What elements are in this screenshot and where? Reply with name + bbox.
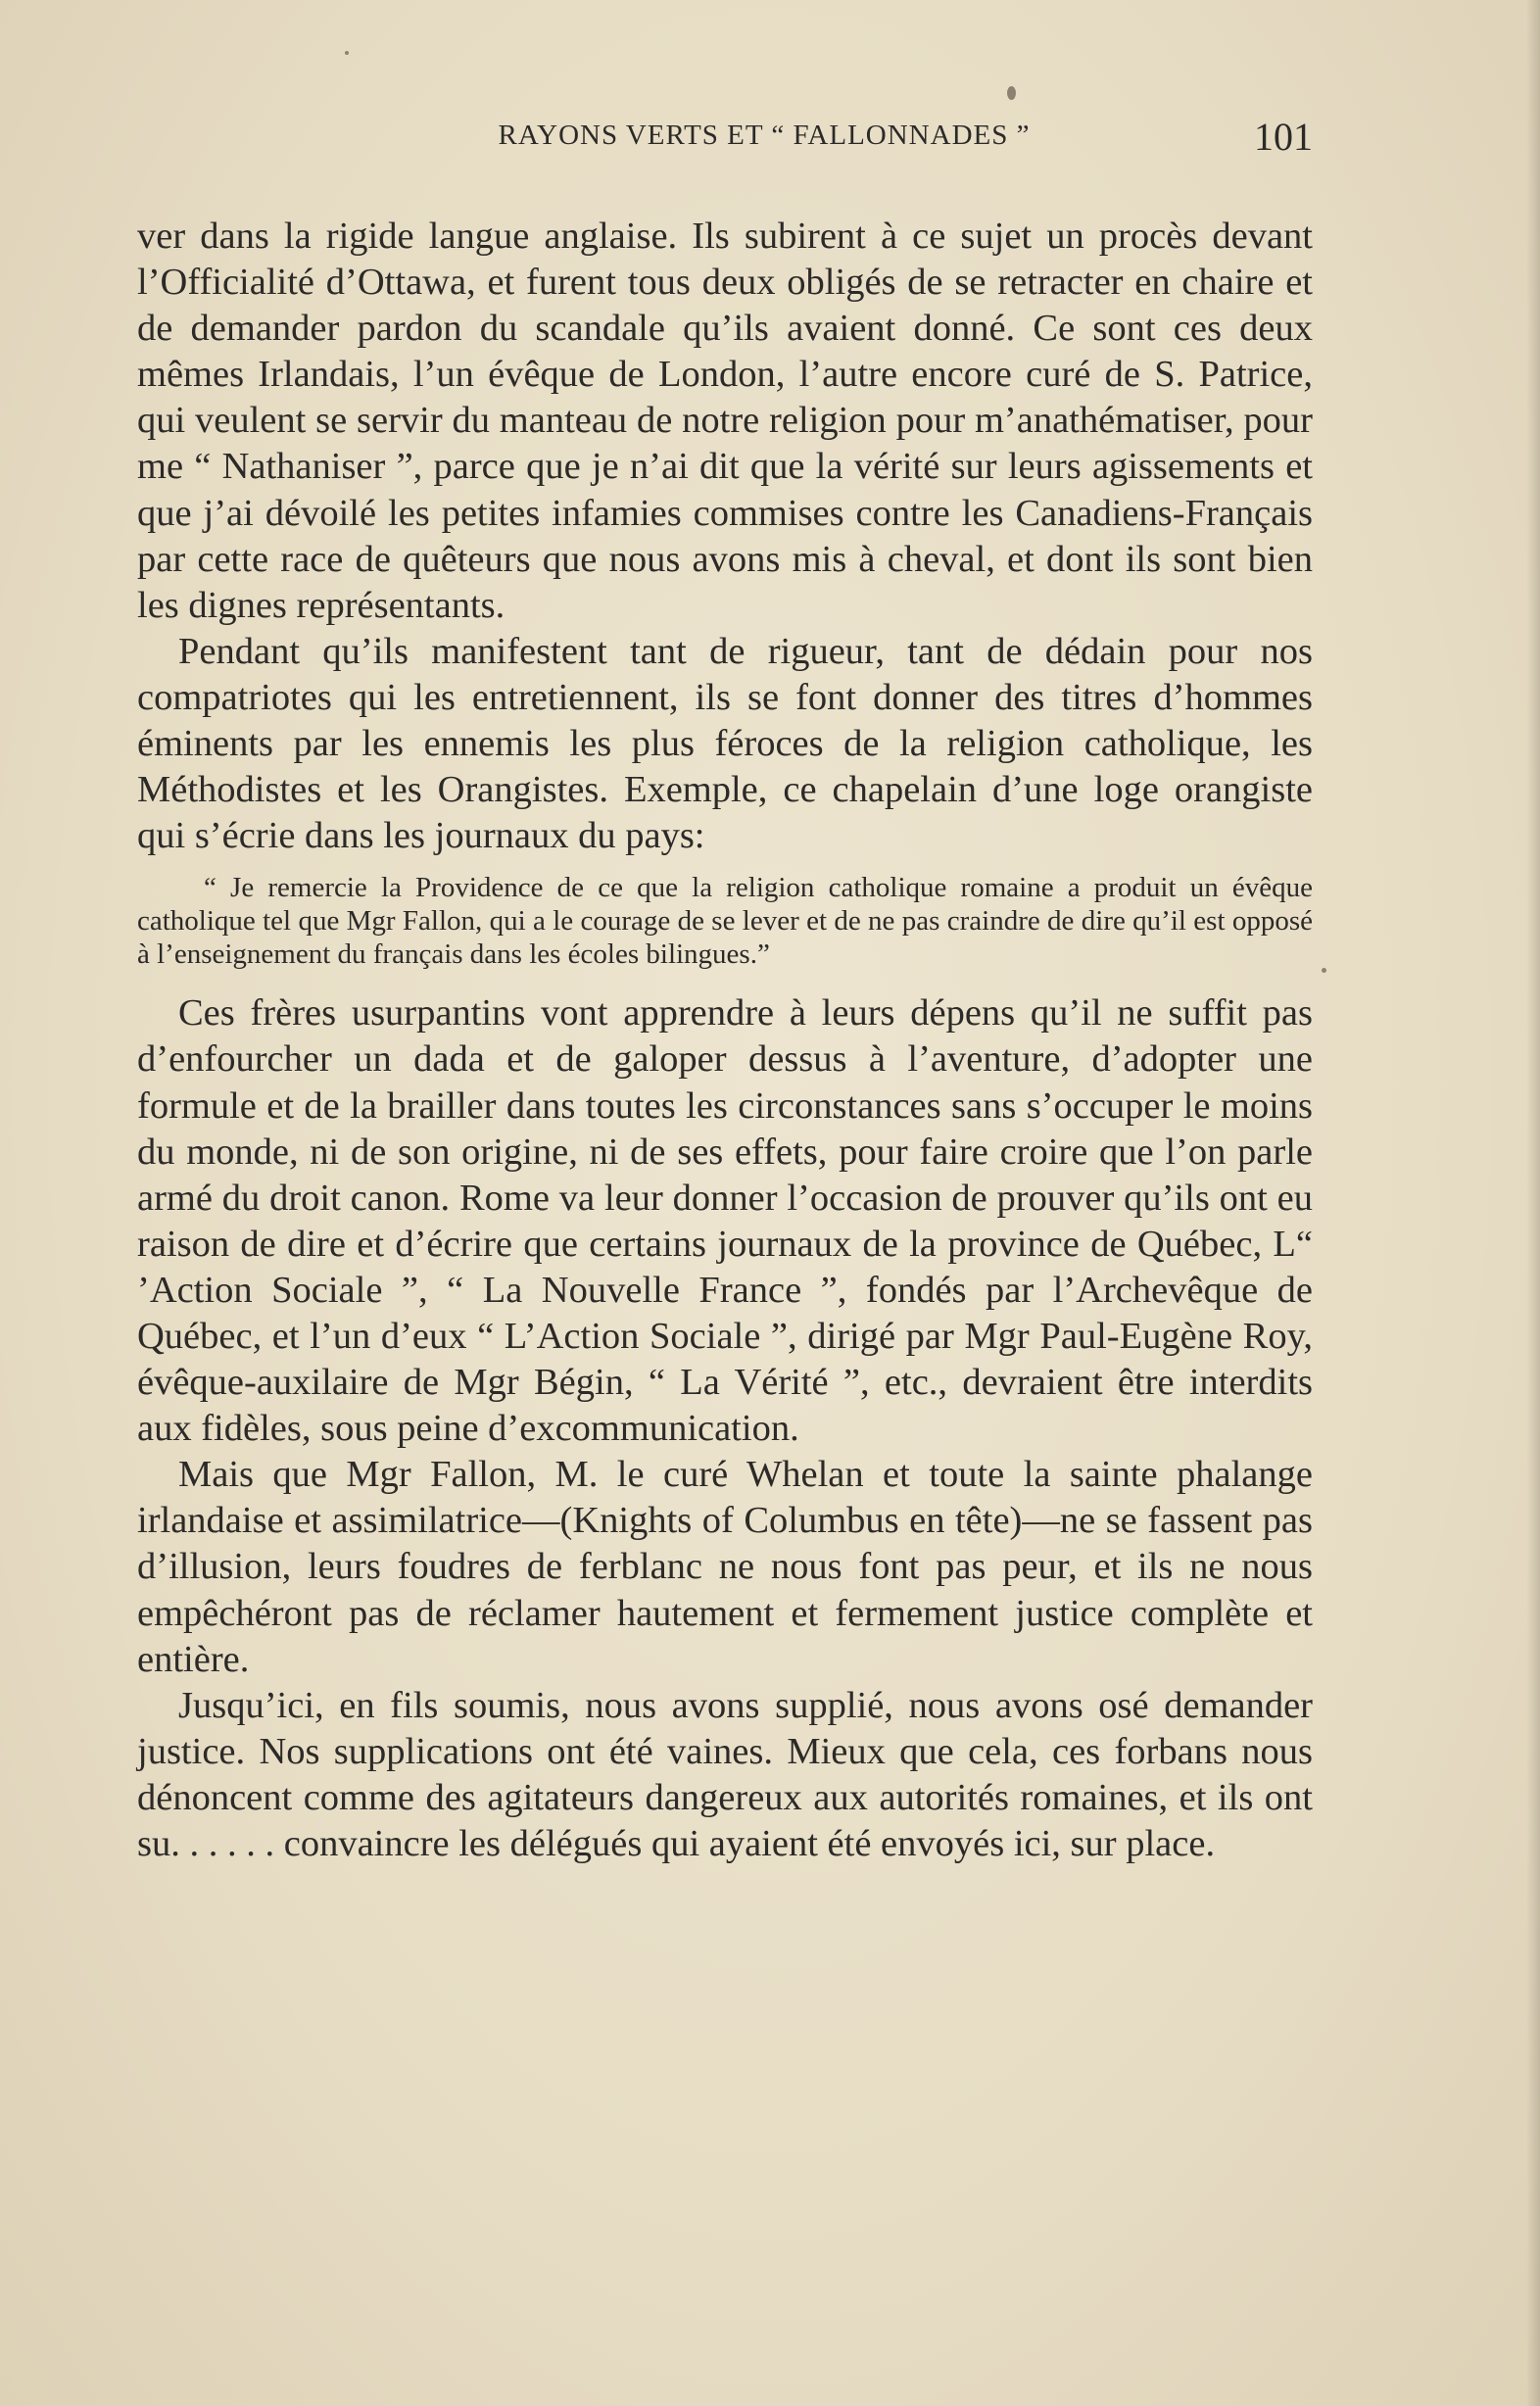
paper-speck [345,51,349,55]
paper-speck [1322,968,1326,973]
paragraph-3: Ces frères usurpantins vont apprendre à leurs dépens qu’il ne suffit pas d’enfourcher un dada et de galoper dessus à l’aventure, d’adopter une formule et de la brailler dans toutes les circonstances sans s’occuper le moins du monde, ni de son origine, ni de ses effets, pour faire croire que l’on parle armé du droit canon. Rome va leur donner l’occasion de prouver qu’ils ont eu raison de dire et d’écrire que certains journaux de la province de Québec, L“ ’Action Sociale ”, “ La Nouvelle France ”, fondés par l’Archevêque de Québec, et l’un d’eux “ L’Action Sociale ”, dirigé par Mgr Paul-Eugène Roy, évêque-auxilaire de Mgr Bégin, “ La Vérité ”, etc., devraient être interdits aux fidèles, sous peine d’excommunication. [137,992,1313,1450]
page-number: 101 [1254,115,1313,159]
body-text [137,214,1313,1867]
paragraph-5: Jusqu’ici, en fils soumis, nous avons supplié, nous avons osé demander justice. Nos supplications ont été vaines. Mieux que cela, ces forbans nous dénoncent comme des agitateurs dangereux aux autorités romaines, et ils ont su. . . . . . convaincre les délégués qui ayaient été envoyés ici, sur place. [137,1684,1313,1864]
running-title: RAYONS VERTS ET “ FALLONNADES ” [498,120,1031,151]
block-quote: “ Je remercie la Providence de ce que la religion catholique romaine a produit un évêque catholique tel que Mgr Fallon, qui a le courage de se lever et de ne pas craindre de dire qu’il est opposé à l’enseignement du français dans les écoles bilingues.” [137,872,1313,971]
page-edge-shadow [1526,0,1540,2406]
paragraph-2: Pendant qu’ils manifestent tant de rigueur, tant de dédain pour nos compatriotes qui les entretiennent, ils se font donner des titres d’hommes éminents par les ennemis les plus féroces de la religion catholique, les Méthodistes et les Orangistes. Exemple, ce chapelain d’une loge orangiste qui s’écrie dans les journaux du pays: [137,630,1313,857]
paper-speck [1007,86,1016,100]
paragraph-1: ver dans la rigide langue anglaise. Ils subirent à ce sujet un procès devant l’Officialité d’Ottawa, et furent tous deux obligés de se retracter en chaire et de demander pardon du scandale qu’ils avaient donné. Ce sont ces deux mêmes Irlandais, l’un évêque de London, l’autre encore curé de S. Patrice, qui veulent se servir du manteau de notre religion pour m’anathématiser, pour me “ Nathaniser ”, parce que je n’ai dit que la vérité sur leurs agissements et que j’ai dévoilé les petites infamies commises contre les Canadiens-Français par cette race de quêteurs que nous avons mis à cheval, et dont ils sont bien les dignes représentants. [137,216,1313,626]
paragraph-4: Mais que Mgr Fallon, M. le curé Whelan et toute la sainte phalange irlandaise et assimilatrice—(Knights of Columbus en tête)—ne se fassent pas d’illusion, leurs foudres de ferblanc ne nous font pas peur, et ils ne nous empêchéront pas de réclamer hautement et fermement justice complète et entière. [137,1454,1313,1680]
running-head [137,114,1313,163]
